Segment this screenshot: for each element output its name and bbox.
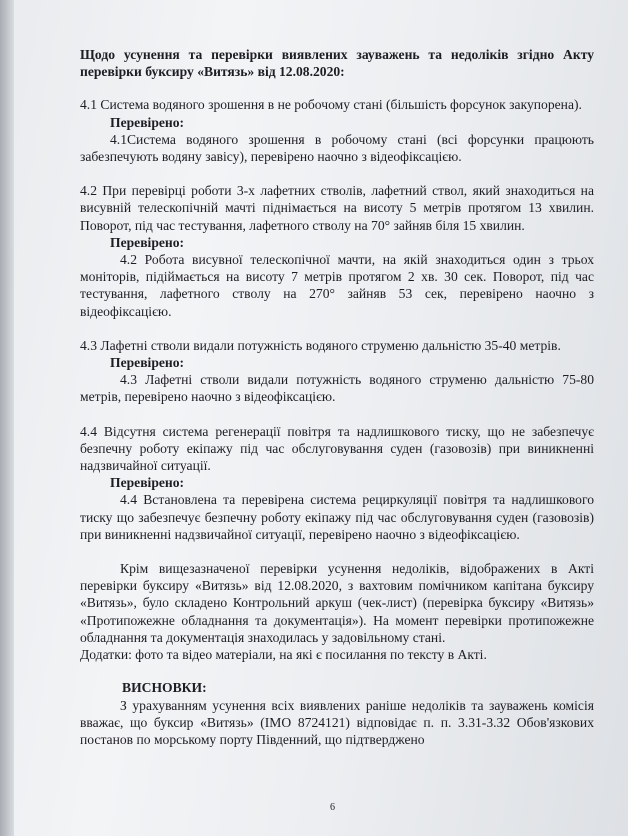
- issue-4-2: 4.2 При перевірці роботи 3-х лафетних стволів, лафетний ствол, який знаходиться на висувній телескопічній мачті піднімається на висоту 5 метрів протягом 13 хвилин. Поворот, під час тестування, лафетного стволу на 70° зайняв біля 15 хвилин.: [80, 183, 594, 233]
- checked-label-4-4: Перевірено:: [110, 475, 185, 491]
- conclusions-heading: ВИСНОВКИ:: [122, 680, 207, 696]
- issue-4-1: 4.1 Система водяного зрошення в не робочому стані (більшість форсунок закупорена).: [80, 97, 582, 113]
- page-fold-shadow: [0, 0, 14, 836]
- attachments-line: Додатки: фото та відео матеріали, на які є посилання по тексту в Акті.: [80, 647, 487, 663]
- result-4-4: 4.4 Встановлена та перевірена система рециркуляції повітря та надлишкового тиску що забезпечує безпечну роботу екіпажу під час обслуговування суден (газовозів) при виникненні надзвичайної ситуації, перевірено наочно з відеофіксацією.: [80, 492, 594, 542]
- document-title: Щодо усунення та перевірки виявлених зауважень та недоліків згідно Акту перевірки буксиру «Витязь» від 12.08.2020:: [80, 47, 594, 80]
- checked-label-4-3: Перевірено:: [110, 355, 185, 371]
- conclusions-text: З урахуванням усунення всіх виявлених раніше недоліків та зауважень комісія вважає, що буксир «Витязь» (IMO 8724121) відповідає п. п. 3.31-3.32 Обов'язкових постанов по морському порту Південний, що підтверджено: [80, 697, 594, 747]
- result-4-1: 4.1Система водяного зрошення в робочому стані (всі форсунки працюють забезпечують водяну завісу), перевірено наочно з відеофіксацією.: [80, 131, 594, 165]
- issue-4-4: 4.4 Відсутня система регенерації повітря та надлишкового тиску, що не забезпечує безпечну роботу екіпажу під час обслуговування суден (газовозів) при виникненні надзвичайної ситуації.: [80, 423, 594, 474]
- page-number: 6: [330, 802, 335, 813]
- document-body: [80, 46, 594, 748]
- issue-4-3: 4.3 Лафетні стволи видали потужність водяного струменю дальністю 35-40 метрів.: [80, 337, 561, 353]
- result-4-3: 4.3 Лафетні стволи видали потужність водяного струменю дальністю 75-80 метрів, перевірено наочно з відеофіксацією.: [80, 372, 594, 405]
- result-4-2: 4.2 Робота висувної телескопічної мачти, на якій знаходиться один з трьох моніторів, підіймається на висоту 7 метрів протягом 2 хв. 30 сек. Поворот, під час тестування, лафетного стволу на 270° зайняв 53 сек, перевірено наочно з відеофіксацією.: [80, 252, 594, 319]
- summary-paragraph: Крім вищезазначеної перевірки усунення недоліків, відображених в Акті перевірки буксиру «Витязь» від 12.08.2020, з вахтовим помічником капітана буксиру «Витязь», було складено Контрольний аркуш (чек-лист) (перевірка буксиру «Витязь» «Протипожежне обладнання та документація»). На момент перевірки протипожежне обладнання та документація знаходилась у задовільному стані.: [80, 561, 594, 645]
- checked-label-4-1: Перевірено:: [110, 114, 185, 130]
- checked-label-4-2: Перевірено:: [110, 234, 185, 250]
